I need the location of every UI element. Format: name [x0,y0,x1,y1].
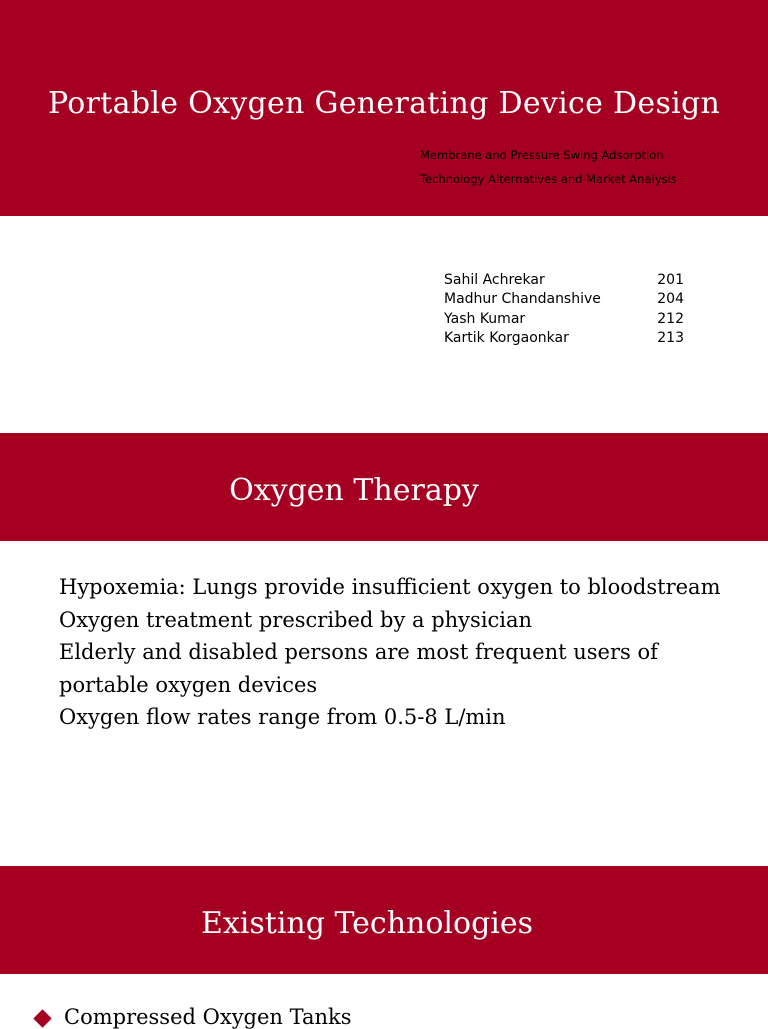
author-name: Yash Kumar [444,310,526,327]
author-name: Kartik Korgaonkar [444,329,569,346]
author-list [444,271,684,348]
diamond-bullet-icon [33,1009,51,1027]
slide-subtitle [420,143,677,191]
author-id: 201 [657,272,684,288]
author-id: 204 [657,291,684,308]
section-title-oxygen-therapy: Oxygen Therapy [229,473,479,508]
slide-title: Portable Oxygen Generating Device Design [48,86,721,121]
author-row [444,310,684,329]
bullet-item: Elderly and disabled persons are most frequent users of portable oxygen devices [59,640,658,697]
author-id: 213 [657,329,684,346]
bullet-item: Oxygen flow rates range from 0.5-8 L/min [59,705,506,729]
author-row [444,271,684,290]
bullet-list [59,571,739,734]
author-row [444,290,684,309]
subtitle-line-1: Membrane and Pressure Swing Adsorption [420,148,664,162]
author-name: Sahil Achrekar [444,272,545,288]
bullet-item: Oxygen treatment prescribed by a physician [59,607,533,632]
author-name: Madhur Chandanshive [444,291,601,308]
bullet-item: Hypoxemia: Lungs provide insufficient oxygen to bloodstream [59,575,721,599]
section-title-existing-technologies: Existing Technologies [200,906,534,941]
technology-item [36,1005,352,1029]
author-id: 212 [657,310,684,327]
technology-item-label: Compressed Oxygen Tanks [64,1005,352,1029]
author-row [444,329,684,348]
subtitle-line-2: Technology Alternatives and Market Analysis [420,172,677,186]
